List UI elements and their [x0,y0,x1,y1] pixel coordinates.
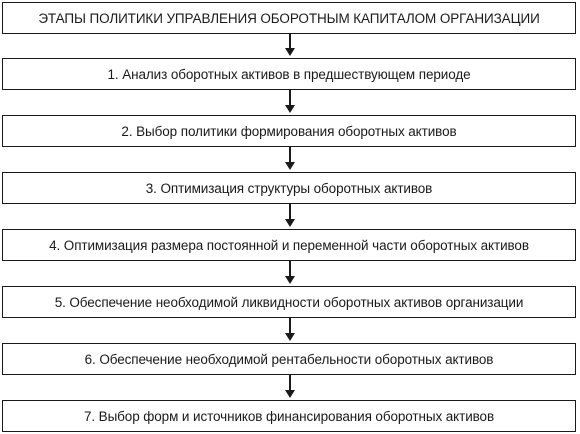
step-box-2 [2,115,576,147]
arrow-step-1-to-2 [285,90,295,113]
arrow-step-3-to-4 [285,204,295,227]
arrow-step-5-to-6 [285,318,295,341]
step-box-6 [2,343,576,375]
step-text-7: 7. Выбор форм и источников финансирования оборотных активов [83,408,495,424]
arrow-step-4-to-5 [285,261,295,284]
step-text-4: 4. Оптимизация размера постоянной и переменной части оборотных активов [49,237,529,253]
step-text-6: 6. Обеспечение необходимой рентабельности оборотных активов [84,351,494,367]
step-text-1: 1. Анализ оборотных активов в предшествующем периоде [107,66,471,82]
title-box [2,2,576,34]
title-text: ЭТАПЫ ПОЛИТИКИ УПРАВЛЕНИЯ ОБОРОТНЫМ КАПИТАЛОМ ОРГАНИЗАЦИИ [38,10,540,26]
arrow-step-6-to-7 [285,375,295,398]
step-box-3 [2,172,576,204]
step-box-1 [2,58,576,90]
arrow-title-to-step-1 [285,34,295,56]
step-box-7 [2,400,576,432]
step-text-3: 3. Оптимизация структуры оборотных активов [145,180,433,196]
step-text-2: 2. Выбор политики формирования оборотных активов [121,123,457,139]
step-box-4 [2,229,576,261]
step-box-5 [2,286,576,318]
step-text-5: 5. Обеспечение необходимой ликвидности оборотных активов организации [54,294,524,310]
arrow-step-2-to-3 [285,147,295,170]
